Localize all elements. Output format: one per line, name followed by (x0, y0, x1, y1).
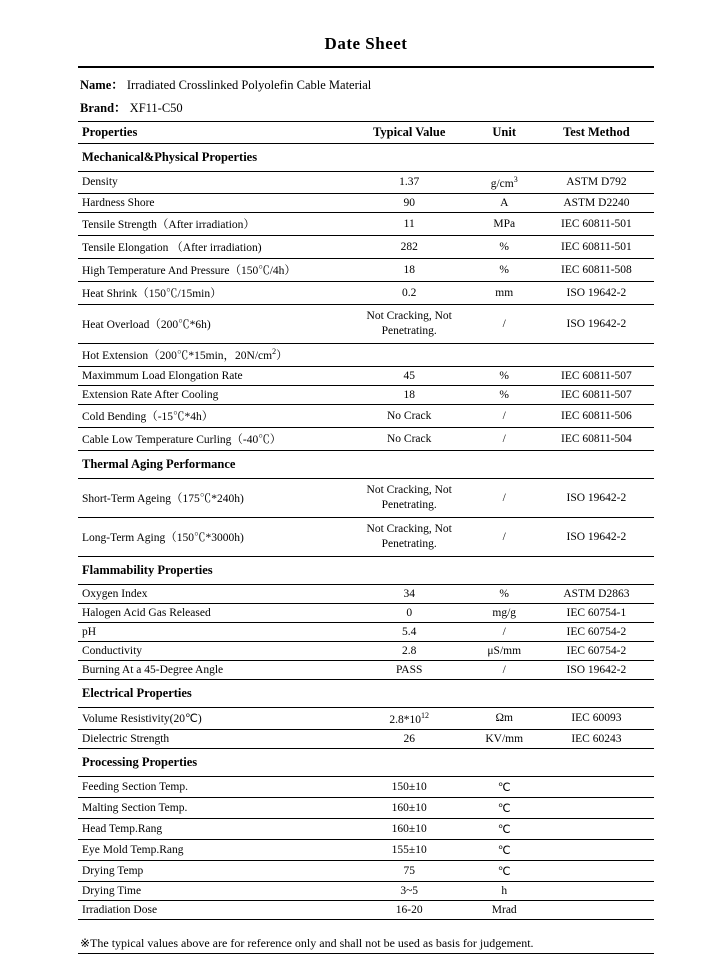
cell-test-method (539, 797, 654, 818)
cell-property: Burning At a 45-Degree Angle (78, 660, 349, 679)
cell-test-method: IEC 60811-501 (539, 212, 654, 235)
cell-unit: Ωm (470, 707, 539, 729)
cell-typical-value: 160±10 (349, 818, 470, 839)
table-row (78, 235, 654, 258)
meta-label-name: Name： (80, 78, 124, 92)
cell-unit: h (470, 881, 539, 900)
specification-table (78, 121, 654, 920)
cell-property: Long-Term Aging（150℃*3000h) (78, 517, 349, 556)
cell-test-method (539, 818, 654, 839)
table-row (78, 900, 654, 919)
table-row (78, 281, 654, 304)
cell-property: Maximmum Load Elongation Rate (78, 366, 349, 385)
cell-typical-value: 16-20 (349, 900, 470, 919)
cell-typical-value: 3~5 (349, 881, 470, 900)
cell-test-method (539, 900, 654, 919)
table-row (78, 707, 654, 729)
cell-typical-value: No Crack (349, 404, 470, 427)
cell-unit: mm (470, 281, 539, 304)
cell-typical-value: 11 (349, 212, 470, 235)
cell-property: Malting Section Temp. (78, 797, 349, 818)
cell-test-method (539, 776, 654, 797)
cell-typical-value: 0.2 (349, 281, 470, 304)
cell-typical-value: 75 (349, 860, 470, 881)
cell-unit: $g/cm^3$ (470, 172, 539, 194)
cell-property: Halogen Acid Gas Released (78, 603, 349, 622)
cell-typical-value: 18 (349, 258, 470, 281)
meta-value-brand: XF11-C50 (129, 101, 183, 115)
cell-typical-value: 34 (349, 584, 470, 603)
table-row (78, 304, 654, 343)
cell-property: Heat Overload（200℃*6h) (78, 304, 349, 343)
cell-unit: Mrad (470, 900, 539, 919)
cell-typical-value: 150±10 (349, 776, 470, 797)
table-row (78, 622, 654, 641)
cell-property: Dielectric Strength (78, 729, 349, 748)
meta-row-brand (80, 96, 652, 119)
table-row (78, 660, 654, 679)
table-row (78, 385, 654, 404)
cell-property: Volume Resistivity(20℃) (78, 707, 349, 729)
section-title: Flammability Properties (78, 556, 654, 584)
cell-typical-value (349, 343, 470, 366)
meta-row-name (80, 73, 652, 96)
cell-typical-value: Not Cracking, Not Penetrating. (349, 517, 470, 556)
cell-typical-value: 155±10 (349, 839, 470, 860)
cell-unit: mg/g (470, 603, 539, 622)
cell-test-method: IEC 60754-2 (539, 622, 654, 641)
cell-test-method (539, 839, 654, 860)
table-body (78, 144, 654, 920)
cell-test-method: IEC 60243 (539, 729, 654, 748)
table-row (78, 258, 654, 281)
cell-typical-value: 160±10 (349, 797, 470, 818)
table-row (78, 366, 654, 385)
cell-test-method: IEC 60754-2 (539, 641, 654, 660)
cell-test-method: ISO 19642-2 (539, 281, 654, 304)
cell-unit: ℃ (470, 818, 539, 839)
cell-unit: % (470, 385, 539, 404)
cell-property: Heat Shrink（150℃/15min） (78, 281, 349, 304)
cell-test-method (539, 343, 654, 366)
table-row (78, 427, 654, 450)
section-title: Electrical Properties (78, 679, 654, 707)
cell-property: Cold Bending（-15℃*4h） (78, 404, 349, 427)
cell-test-method (539, 881, 654, 900)
cell-property: Drying Time (78, 881, 349, 900)
cell-typical-value: PASS (349, 660, 470, 679)
cell-test-method: IEC 60093 (539, 707, 654, 729)
cell-typical-value: 2.8 (349, 641, 470, 660)
cell-property: Eye Mold Temp.Rang (78, 839, 349, 860)
cell-typical-value: Not Cracking, Not Penetrating. (349, 478, 470, 517)
column-header-property: Properties (78, 122, 349, 144)
cell-unit: MPa (470, 212, 539, 235)
cell-typical-value: 18 (349, 385, 470, 404)
cell-property: Oxygen Index (78, 584, 349, 603)
table-section-header (78, 679, 654, 707)
table-row (78, 881, 654, 900)
cell-test-method: ISO 19642-2 (539, 304, 654, 343)
cell-typical-value: 0 (349, 603, 470, 622)
column-header-test-method: Test Method (539, 122, 654, 144)
cell-test-method: IEC 60811-501 (539, 235, 654, 258)
cell-unit: / (470, 660, 539, 679)
table-row (78, 797, 654, 818)
cell-unit: ℃ (470, 839, 539, 860)
cell-property: Irradiation Dose (78, 900, 349, 919)
cell-unit: / (470, 622, 539, 641)
cell-property: Feeding Section Temp. (78, 776, 349, 797)
table-row (78, 193, 654, 212)
cell-typical-value: 90 (349, 193, 470, 212)
cell-property: Conductivity (78, 641, 349, 660)
cell-typical-value: No Crack (349, 427, 470, 450)
cell-typical-value: $2.8*10^{12}$ (349, 707, 470, 729)
cell-test-method: IEC 60811-507 (539, 385, 654, 404)
table-row (78, 212, 654, 235)
cell-property: Extension Rate After Cooling (78, 385, 349, 404)
table-row (78, 818, 654, 839)
cell-property: Density (78, 172, 349, 194)
section-title: Thermal Aging Performance (78, 450, 654, 478)
page-title: Date Sheet (324, 34, 408, 53)
cell-property: High Temperature And Pressure（150℃/4h） (78, 258, 349, 281)
cell-unit: % (470, 366, 539, 385)
cell-test-method: IEC 60811-506 (539, 404, 654, 427)
table-row (78, 603, 654, 622)
table-header (78, 122, 654, 144)
cell-unit: % (470, 258, 539, 281)
meta-value-name: Irradiated Crosslinked Polyolefin Cable Material (126, 78, 372, 92)
table-section-header (78, 144, 654, 172)
cell-unit: % (470, 235, 539, 258)
cell-property: Head Temp.Rang (78, 818, 349, 839)
cell-unit: / (470, 427, 539, 450)
cell-unit (470, 343, 539, 366)
table-row (78, 729, 654, 748)
table-row (78, 404, 654, 427)
table-section-header (78, 556, 654, 584)
cell-property: Hot Extension（200℃*15min，$20N/cm^2$） (78, 343, 349, 366)
cell-unit: A (470, 193, 539, 212)
cell-unit: ℃ (470, 797, 539, 818)
cell-typical-value: 282 (349, 235, 470, 258)
section-title: Processing Properties (78, 748, 654, 776)
table-row (78, 478, 654, 517)
cell-property: Tensile Strength（After irradiation） (78, 212, 349, 235)
table-row (78, 172, 654, 194)
cell-property: pH (78, 622, 349, 641)
table-row (78, 584, 654, 603)
cell-test-method: ASTM D2240 (539, 193, 654, 212)
table-row (78, 641, 654, 660)
cell-test-method: IEC 60754-1 (539, 603, 654, 622)
cell-unit: KV/mm (470, 729, 539, 748)
column-header-typical-value: Typical Value (349, 122, 470, 144)
table-row (78, 776, 654, 797)
cell-typical-value: 45 (349, 366, 470, 385)
table-row (78, 839, 654, 860)
cell-property: Cable Low Temperature Curling（-40℃） (78, 427, 349, 450)
cell-property: Tensile Elongation （After irradiation) (78, 235, 349, 258)
table-row (78, 343, 654, 366)
cell-typical-value: Not Cracking, Not Penetrating. (349, 304, 470, 343)
document-meta (78, 68, 654, 121)
meta-label-brand: Brand： (80, 101, 127, 115)
cell-test-method: ISO 19642-2 (539, 517, 654, 556)
cell-typical-value: 26 (349, 729, 470, 748)
cell-test-method: ISO 19642-2 (539, 660, 654, 679)
cell-typical-value: 5.4 (349, 622, 470, 641)
cell-unit: / (470, 517, 539, 556)
footnote: ※The typical values above are for reference only and shall not be used as basis for judgement. (80, 935, 534, 950)
table-row (78, 860, 654, 881)
cell-test-method: ISO 19642-2 (539, 478, 654, 517)
cell-test-method (539, 860, 654, 881)
cell-test-method: ASTM D792 (539, 172, 654, 194)
cell-unit: μS/mm (470, 641, 539, 660)
table-row (78, 517, 654, 556)
column-header-unit: Unit (470, 122, 539, 144)
cell-test-method: IEC 60811-507 (539, 366, 654, 385)
table-section-header (78, 748, 654, 776)
cell-property: Drying Temp (78, 860, 349, 881)
cell-unit: / (470, 404, 539, 427)
cell-unit: % (470, 584, 539, 603)
cell-unit: / (470, 478, 539, 517)
cell-unit: / (470, 304, 539, 343)
cell-test-method: IEC 60811-504 (539, 427, 654, 450)
cell-unit: ℃ (470, 860, 539, 881)
cell-property: Short-Term Ageing（175℃*240h) (78, 478, 349, 517)
cell-test-method: ASTM D2863 (539, 584, 654, 603)
section-title: Mechanical&Physical Properties (78, 144, 654, 172)
cell-property: Hardness Shore (78, 193, 349, 212)
cell-unit: ℃ (470, 776, 539, 797)
cell-test-method: IEC 60811-508 (539, 258, 654, 281)
cell-typical-value: 1.37 (349, 172, 470, 194)
table-section-header (78, 450, 654, 478)
